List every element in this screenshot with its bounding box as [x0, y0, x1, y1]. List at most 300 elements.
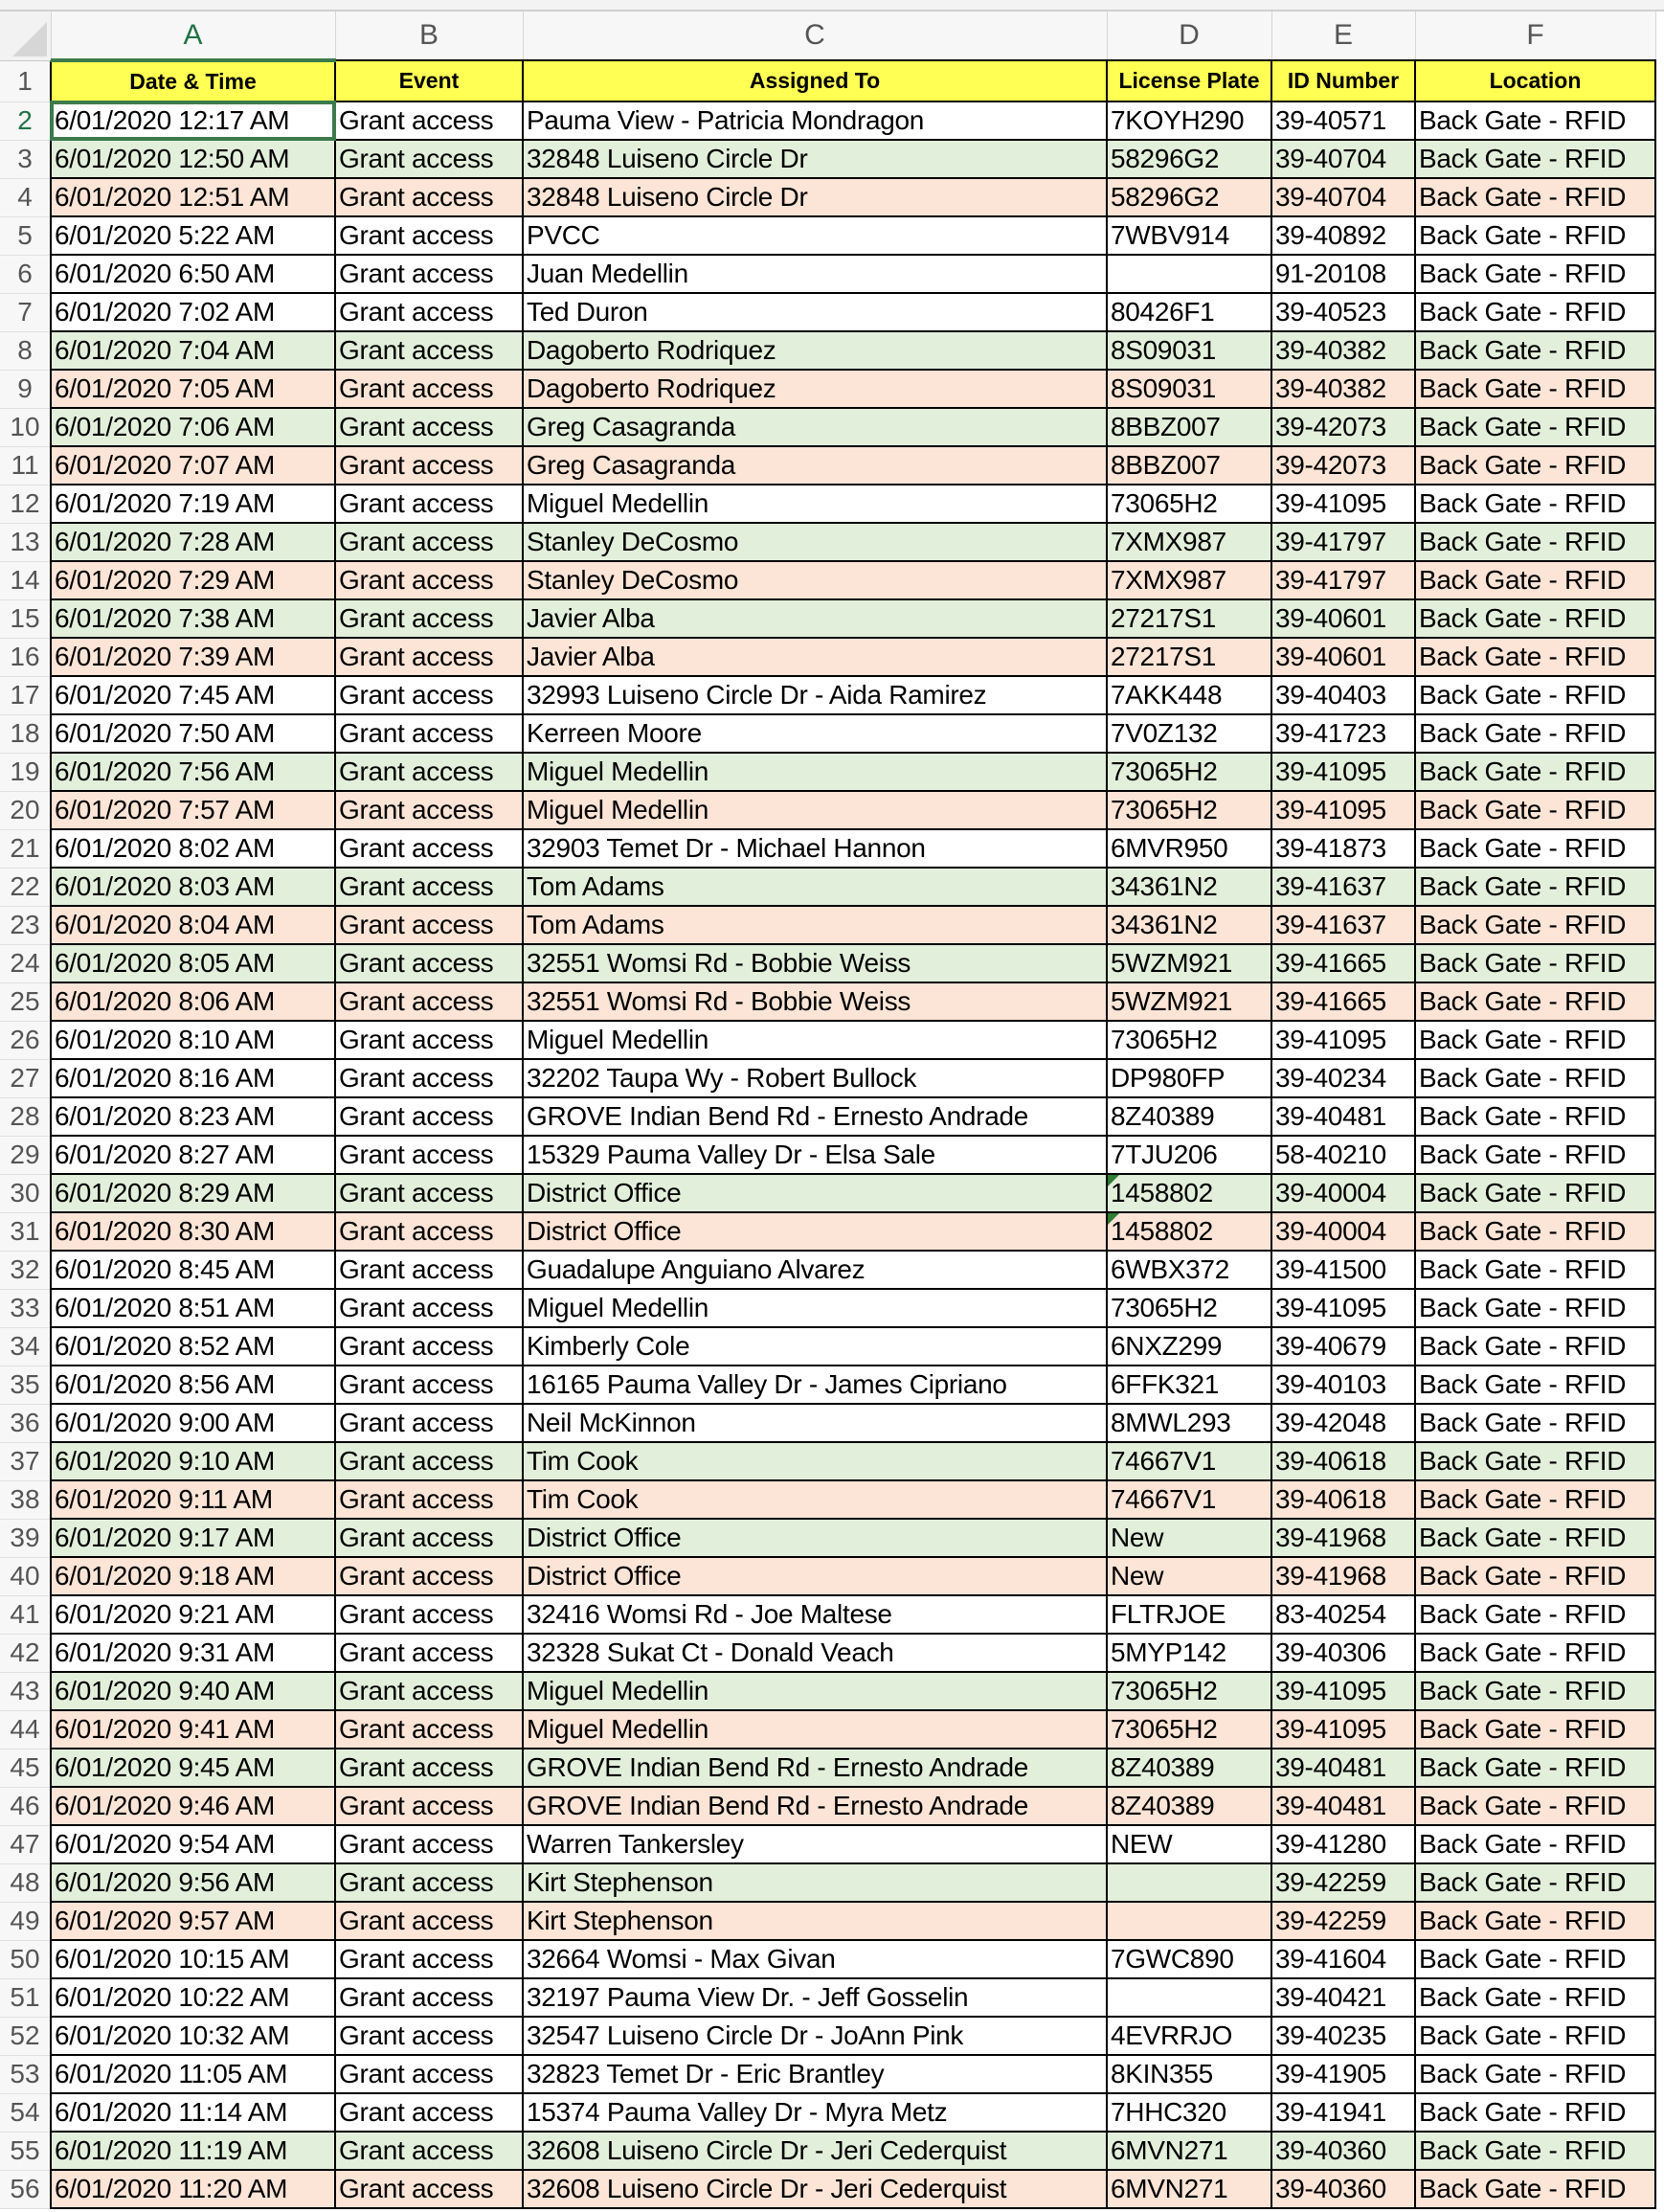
date-time-cell[interactable]: 6/01/2020 9:11 AM — [51, 1480, 335, 1519]
event-cell[interactable]: Grant access — [335, 868, 523, 906]
assigned-to-cell[interactable]: Miguel Medellin — [523, 1672, 1107, 1710]
event-cell[interactable]: Grant access — [335, 829, 523, 868]
assigned-to-cell[interactable]: Miguel Medellin — [523, 1289, 1107, 1327]
row-number[interactable]: 16 — [0, 638, 51, 676]
location-cell[interactable]: Back Gate - RFID — [1415, 1442, 1655, 1480]
row-number[interactable]: 24 — [0, 944, 51, 982]
location-cell[interactable]: Back Gate - RFID — [1415, 2017, 1655, 2055]
location-cell[interactable]: Back Gate - RFID — [1415, 1327, 1655, 1366]
assigned-to-cell[interactable]: 32608 Luiseno Circle Dr - Jeri Cederquist — [523, 2132, 1107, 2170]
event-cell[interactable]: Grant access — [335, 331, 523, 370]
id-number-cell[interactable]: 39-40679 — [1271, 1327, 1415, 1366]
id-number-cell[interactable]: 39-41095 — [1271, 791, 1415, 829]
license-plate-cell[interactable]: 73065H2 — [1107, 1289, 1271, 1327]
row-number[interactable]: 21 — [0, 829, 51, 868]
date-time-cell[interactable]: 6/01/2020 10:22 AM — [51, 1978, 335, 2017]
id-number-cell[interactable]: 58-40210 — [1271, 1136, 1415, 1174]
id-number-cell[interactable]: 39-40004 — [1271, 1212, 1415, 1251]
event-cell[interactable]: Grant access — [335, 1863, 523, 1902]
location-cell[interactable]: Back Gate - RFID — [1415, 1366, 1655, 1404]
event-cell[interactable]: Grant access — [335, 1787, 523, 1825]
license-plate-cell[interactable]: 6MVN271 — [1107, 2170, 1271, 2208]
license-plate-cell[interactable]: 27217S1 — [1107, 599, 1271, 638]
id-number-cell[interactable]: 39-40481 — [1271, 1787, 1415, 1825]
assigned-to-cell[interactable]: 32416 Womsi Rd - Joe Maltese — [523, 1595, 1107, 1634]
event-cell[interactable]: Grant access — [335, 140, 523, 178]
id-number-cell[interactable]: 39-41723 — [1271, 714, 1415, 753]
date-time-cell[interactable]: 6/01/2020 7:06 AM — [51, 408, 335, 446]
select-all-corner[interactable] — [0, 11, 51, 60]
location-cell[interactable]: Back Gate - RFID — [1415, 1749, 1655, 1787]
location-cell[interactable]: Back Gate - RFID — [1415, 1710, 1655, 1749]
row-number[interactable]: 10 — [0, 408, 51, 446]
row-number[interactable]: 23 — [0, 906, 51, 944]
location-cell[interactable]: Back Gate - RFID — [1415, 1519, 1655, 1557]
event-cell[interactable]: Grant access — [335, 216, 523, 255]
location-cell[interactable]: Back Gate - RFID — [1415, 753, 1655, 791]
id-number-cell[interactable]: 39-40618 — [1271, 1442, 1415, 1480]
location-cell[interactable]: Back Gate - RFID — [1415, 216, 1655, 255]
assigned-to-cell[interactable]: Neil McKinnon — [523, 1404, 1107, 1442]
id-number-cell[interactable]: 39-41905 — [1271, 2055, 1415, 2093]
row-number[interactable]: 11 — [0, 446, 51, 485]
location-cell[interactable]: Back Gate - RFID — [1415, 178, 1655, 216]
event-cell[interactable]: Grant access — [335, 791, 523, 829]
date-time-cell[interactable]: 6/01/2020 8:45 AM — [51, 1251, 335, 1289]
date-time-cell[interactable]: 6/01/2020 7:50 AM — [51, 714, 335, 753]
location-cell[interactable]: Back Gate - RFID — [1415, 829, 1655, 868]
location-cell[interactable]: Back Gate - RFID — [1415, 1902, 1655, 1940]
row-number[interactable]: 17 — [0, 676, 51, 714]
event-cell[interactable]: Grant access — [335, 1480, 523, 1519]
assigned-to-cell[interactable]: GROVE Indian Bend Rd - Ernesto Andrade — [523, 1097, 1107, 1136]
header-assigned-to[interactable]: Assigned To — [523, 60, 1107, 102]
location-cell[interactable]: Back Gate - RFID — [1415, 331, 1655, 370]
event-cell[interactable]: Grant access — [335, 1136, 523, 1174]
row-number[interactable]: 42 — [0, 1634, 51, 1672]
row-number[interactable]: 55 — [0, 2132, 51, 2170]
event-cell[interactable]: Grant access — [335, 1557, 523, 1595]
date-time-cell[interactable]: 6/01/2020 8:52 AM — [51, 1327, 335, 1366]
license-plate-cell[interactable]: 73065H2 — [1107, 791, 1271, 829]
location-cell[interactable]: Back Gate - RFID — [1415, 944, 1655, 982]
id-number-cell[interactable]: 39-41095 — [1271, 753, 1415, 791]
event-cell[interactable]: Grant access — [335, 2093, 523, 2132]
row-number[interactable]: 14 — [0, 561, 51, 599]
event-cell[interactable]: Grant access — [335, 1059, 523, 1097]
column-header-e[interactable]: E — [1271, 11, 1415, 60]
license-plate-cell[interactable]: 1458802 — [1107, 1174, 1271, 1212]
assigned-to-cell[interactable]: PVCC — [523, 216, 1107, 255]
event-cell[interactable]: Grant access — [335, 1404, 523, 1442]
id-number-cell[interactable]: 39-41095 — [1271, 1289, 1415, 1327]
row-number[interactable]: 47 — [0, 1825, 51, 1863]
date-time-cell[interactable]: 6/01/2020 8:05 AM — [51, 944, 335, 982]
date-time-cell[interactable]: 6/01/2020 8:02 AM — [51, 829, 335, 868]
license-plate-cell[interactable]: 73065H2 — [1107, 1021, 1271, 1059]
license-plate-cell[interactable]: 8S09031 — [1107, 331, 1271, 370]
id-number-cell[interactable]: 39-41637 — [1271, 906, 1415, 944]
event-cell[interactable]: Grant access — [335, 561, 523, 599]
id-number-cell[interactable]: 39-40306 — [1271, 1634, 1415, 1672]
assigned-to-cell[interactable]: District Office — [523, 1519, 1107, 1557]
id-number-cell[interactable]: 39-40382 — [1271, 370, 1415, 408]
event-cell[interactable]: Grant access — [335, 1825, 523, 1863]
event-cell[interactable]: Grant access — [335, 370, 523, 408]
event-cell[interactable]: Grant access — [335, 1634, 523, 1672]
location-cell[interactable]: Back Gate - RFID — [1415, 982, 1655, 1021]
license-plate-cell[interactable]: 5WZM921 — [1107, 982, 1271, 1021]
assigned-to-cell[interactable]: 15329 Pauma Valley Dr - Elsa Sale — [523, 1136, 1107, 1174]
row-number[interactable]: 26 — [0, 1021, 51, 1059]
location-cell[interactable]: Back Gate - RFID — [1415, 1404, 1655, 1442]
assigned-to-cell[interactable]: 15374 Pauma Valley Dr - Myra Metz — [523, 2093, 1107, 2132]
license-plate-cell[interactable]: 6MVN271 — [1107, 2132, 1271, 2170]
location-cell[interactable]: Back Gate - RFID — [1415, 1174, 1655, 1212]
assigned-to-cell[interactable]: Miguel Medellin — [523, 1710, 1107, 1749]
assigned-to-cell[interactable]: Miguel Medellin — [523, 791, 1107, 829]
id-number-cell[interactable]: 83-40254 — [1271, 1595, 1415, 1634]
row-number[interactable]: 5 — [0, 216, 51, 255]
date-time-cell[interactable]: 6/01/2020 7:56 AM — [51, 753, 335, 791]
location-cell[interactable]: Back Gate - RFID — [1415, 1021, 1655, 1059]
license-plate-cell[interactable]: 4EVRRJO — [1107, 2017, 1271, 2055]
id-number-cell[interactable]: 39-41797 — [1271, 523, 1415, 561]
id-number-cell[interactable]: 39-40382 — [1271, 331, 1415, 370]
date-time-cell[interactable]: 6/01/2020 8:04 AM — [51, 906, 335, 944]
date-time-cell[interactable]: 6/01/2020 7:02 AM — [51, 293, 335, 331]
date-time-cell[interactable]: 6/01/2020 8:27 AM — [51, 1136, 335, 1174]
row-number[interactable]: 54 — [0, 2093, 51, 2132]
assigned-to-cell[interactable]: 32551 Womsi Rd - Bobbie Weiss — [523, 944, 1107, 982]
location-cell[interactable]: Back Gate - RFID — [1415, 1557, 1655, 1595]
row-number[interactable]: 36 — [0, 1404, 51, 1442]
event-cell[interactable]: Grant access — [335, 2170, 523, 2208]
date-time-cell[interactable]: 6/01/2020 7:39 AM — [51, 638, 335, 676]
license-plate-cell[interactable]: 5WZM921 — [1107, 944, 1271, 982]
event-cell[interactable]: Grant access — [335, 753, 523, 791]
assigned-to-cell[interactable]: Ted Duron — [523, 293, 1107, 331]
assigned-to-cell[interactable]: 32608 Luiseno Circle Dr - Jeri Cederquist — [523, 2170, 1107, 2208]
date-time-cell[interactable]: 6/01/2020 9:41 AM — [51, 1710, 335, 1749]
assigned-to-cell[interactable]: Kirt Stephenson — [523, 1902, 1107, 1940]
assigned-to-cell[interactable]: Kirt Stephenson — [523, 1863, 1107, 1902]
event-cell[interactable]: Grant access — [335, 1519, 523, 1557]
license-plate-cell[interactable]: 6NXZ299 — [1107, 1327, 1271, 1366]
license-plate-cell[interactable] — [1107, 255, 1271, 293]
date-time-cell[interactable]: 6/01/2020 8:51 AM — [51, 1289, 335, 1327]
assigned-to-cell[interactable]: Guadalupe Anguiano Alvarez — [523, 1251, 1107, 1289]
license-plate-cell[interactable]: 7XMX987 — [1107, 523, 1271, 561]
row-number[interactable]: 30 — [0, 1174, 51, 1212]
row-number[interactable]: 48 — [0, 1863, 51, 1902]
event-cell[interactable]: Grant access — [335, 714, 523, 753]
license-plate-cell[interactable]: NEW — [1107, 1825, 1271, 1863]
location-cell[interactable]: Back Gate - RFID — [1415, 714, 1655, 753]
license-plate-cell[interactable] — [1107, 1863, 1271, 1902]
license-plate-cell[interactable]: 74667V1 — [1107, 1480, 1271, 1519]
assigned-to-cell[interactable]: Greg Casagranda — [523, 408, 1107, 446]
id-number-cell[interactable]: 39-40618 — [1271, 1480, 1415, 1519]
event-cell[interactable]: Grant access — [335, 293, 523, 331]
location-cell[interactable]: Back Gate - RFID — [1415, 293, 1655, 331]
assigned-to-cell[interactable]: Javier Alba — [523, 638, 1107, 676]
date-time-cell[interactable]: 6/01/2020 12:50 AM — [51, 140, 335, 178]
row-number[interactable]: 13 — [0, 523, 51, 561]
date-time-cell[interactable]: 6/01/2020 9:56 AM — [51, 1863, 335, 1902]
license-plate-cell[interactable]: New — [1107, 1557, 1271, 1595]
row-number[interactable]: 1 — [0, 60, 51, 102]
event-cell[interactable]: Grant access — [335, 1174, 523, 1212]
row-number[interactable]: 32 — [0, 1251, 51, 1289]
location-cell[interactable]: Back Gate - RFID — [1415, 1212, 1655, 1251]
license-plate-cell[interactable]: 7V0Z132 — [1107, 714, 1271, 753]
license-plate-cell[interactable]: 73065H2 — [1107, 753, 1271, 791]
location-cell[interactable]: Back Gate - RFID — [1415, 676, 1655, 714]
id-number-cell[interactable]: 39-42073 — [1271, 408, 1415, 446]
license-plate-cell[interactable]: 74667V1 — [1107, 1442, 1271, 1480]
event-cell[interactable]: Grant access — [335, 1710, 523, 1749]
date-time-cell[interactable]: 6/01/2020 9:57 AM — [51, 1902, 335, 1940]
event-cell[interactable]: Grant access — [335, 906, 523, 944]
date-time-cell[interactable]: 6/01/2020 12:17 AM — [51, 102, 335, 140]
event-cell[interactable]: Grant access — [335, 2017, 523, 2055]
license-plate-cell[interactable]: 7AKK448 — [1107, 676, 1271, 714]
location-cell[interactable]: Back Gate - RFID — [1415, 523, 1655, 561]
location-cell[interactable]: Back Gate - RFID — [1415, 446, 1655, 485]
license-plate-cell[interactable]: 7WBV914 — [1107, 216, 1271, 255]
assigned-to-cell[interactable]: Kerreen Moore — [523, 714, 1107, 753]
date-time-cell[interactable]: 6/01/2020 8:56 AM — [51, 1366, 335, 1404]
assigned-to-cell[interactable]: Pauma View - Patricia Mondragon — [523, 102, 1107, 140]
location-cell[interactable]: Back Gate - RFID — [1415, 1940, 1655, 1978]
date-time-cell[interactable]: 6/01/2020 7:19 AM — [51, 485, 335, 523]
date-time-cell[interactable]: 6/01/2020 7:45 AM — [51, 676, 335, 714]
location-cell[interactable]: Back Gate - RFID — [1415, 561, 1655, 599]
event-cell[interactable]: Grant access — [335, 1212, 523, 1251]
event-cell[interactable]: Grant access — [335, 676, 523, 714]
id-number-cell[interactable]: 39-40892 — [1271, 216, 1415, 255]
license-plate-cell[interactable]: 58296G2 — [1107, 178, 1271, 216]
date-time-cell[interactable]: 6/01/2020 11:05 AM — [51, 2055, 335, 2093]
location-cell[interactable]: Back Gate - RFID — [1415, 2093, 1655, 2132]
date-time-cell[interactable]: 6/01/2020 9:18 AM — [51, 1557, 335, 1595]
row-number[interactable]: 18 — [0, 714, 51, 753]
id-number-cell[interactable]: 39-41968 — [1271, 1557, 1415, 1595]
event-cell[interactable]: Grant access — [335, 255, 523, 293]
date-time-cell[interactable]: 6/01/2020 9:45 AM — [51, 1749, 335, 1787]
date-time-cell[interactable]: 6/01/2020 7:57 AM — [51, 791, 335, 829]
location-cell[interactable]: Back Gate - RFID — [1415, 1097, 1655, 1136]
row-number[interactable]: 6 — [0, 255, 51, 293]
license-plate-cell[interactable]: 80426F1 — [1107, 293, 1271, 331]
row-number[interactable]: 53 — [0, 2055, 51, 2093]
date-time-cell[interactable]: 6/01/2020 7:07 AM — [51, 446, 335, 485]
id-number-cell[interactable]: 39-40103 — [1271, 1366, 1415, 1404]
license-plate-cell[interactable]: 7HHC320 — [1107, 2093, 1271, 2132]
assigned-to-cell[interactable]: 32328 Sukat Ct - Donald Veach — [523, 1634, 1107, 1672]
assigned-to-cell[interactable]: District Office — [523, 1212, 1107, 1251]
date-time-cell[interactable]: 6/01/2020 8:30 AM — [51, 1212, 335, 1251]
id-number-cell[interactable]: 39-40360 — [1271, 2132, 1415, 2170]
row-number[interactable]: 51 — [0, 1978, 51, 2017]
license-plate-cell[interactable]: 73065H2 — [1107, 485, 1271, 523]
column-header-b[interactable]: B — [335, 11, 523, 60]
column-header-a[interactable]: A — [51, 11, 335, 60]
location-cell[interactable]: Back Gate - RFID — [1415, 1787, 1655, 1825]
assigned-to-cell[interactable]: 32903 Temet Dr - Michael Hannon — [523, 829, 1107, 868]
license-plate-cell[interactable]: 7GWC890 — [1107, 1940, 1271, 1978]
row-number[interactable]: 7 — [0, 293, 51, 331]
license-plate-cell[interactable]: 27217S1 — [1107, 638, 1271, 676]
assigned-to-cell[interactable]: Stanley DeCosmo — [523, 561, 1107, 599]
row-number[interactable]: 2 — [0, 102, 51, 140]
license-plate-cell[interactable]: 6WBX372 — [1107, 1251, 1271, 1289]
id-number-cell[interactable]: 39-41095 — [1271, 1710, 1415, 1749]
date-time-cell[interactable]: 6/01/2020 11:19 AM — [51, 2132, 335, 2170]
license-plate-cell[interactable]: 34361N2 — [1107, 906, 1271, 944]
date-time-cell[interactable]: 6/01/2020 8:10 AM — [51, 1021, 335, 1059]
location-cell[interactable]: Back Gate - RFID — [1415, 255, 1655, 293]
event-cell[interactable]: Grant access — [335, 523, 523, 561]
assigned-to-cell[interactable]: District Office — [523, 1557, 1107, 1595]
location-cell[interactable]: Back Gate - RFID — [1415, 868, 1655, 906]
row-number[interactable]: 50 — [0, 1940, 51, 1978]
assigned-to-cell[interactable]: Kimberly Cole — [523, 1327, 1107, 1366]
row-number[interactable]: 41 — [0, 1595, 51, 1634]
date-time-cell[interactable]: 6/01/2020 9:54 AM — [51, 1825, 335, 1863]
date-time-cell[interactable]: 6/01/2020 10:15 AM — [51, 1940, 335, 1978]
row-number[interactable]: 8 — [0, 331, 51, 370]
license-plate-cell[interactable]: 8KIN355 — [1107, 2055, 1271, 2093]
assigned-to-cell[interactable]: 32551 Womsi Rd - Bobbie Weiss — [523, 982, 1107, 1021]
row-number[interactable]: 43 — [0, 1672, 51, 1710]
assigned-to-cell[interactable]: Dagoberto Rodriquez — [523, 370, 1107, 408]
id-number-cell[interactable]: 39-41797 — [1271, 561, 1415, 599]
date-time-cell[interactable]: 6/01/2020 9:17 AM — [51, 1519, 335, 1557]
license-plate-cell[interactable]: New — [1107, 1519, 1271, 1557]
license-plate-cell[interactable]: 34361N2 — [1107, 868, 1271, 906]
header-event[interactable]: Event — [335, 60, 523, 102]
license-plate-cell[interactable]: 5MYP142 — [1107, 1634, 1271, 1672]
event-cell[interactable]: Grant access — [335, 1097, 523, 1136]
row-number[interactable]: 49 — [0, 1902, 51, 1940]
license-plate-cell[interactable]: 8Z40389 — [1107, 1749, 1271, 1787]
id-number-cell[interactable]: 39-40704 — [1271, 178, 1415, 216]
id-number-cell[interactable]: 39-41637 — [1271, 868, 1415, 906]
date-time-cell[interactable]: 6/01/2020 8:06 AM — [51, 982, 335, 1021]
date-time-cell[interactable]: 6/01/2020 6:50 AM — [51, 255, 335, 293]
id-number-cell[interactable]: 39-40601 — [1271, 599, 1415, 638]
event-cell[interactable]: Grant access — [335, 102, 523, 140]
id-number-cell[interactable]: 39-41968 — [1271, 1519, 1415, 1557]
event-cell[interactable]: Grant access — [335, 944, 523, 982]
license-plate-cell[interactable]: 6MVR950 — [1107, 829, 1271, 868]
location-cell[interactable]: Back Gate - RFID — [1415, 1289, 1655, 1327]
id-number-cell[interactable]: 39-41500 — [1271, 1251, 1415, 1289]
id-number-cell[interactable]: 39-42048 — [1271, 1404, 1415, 1442]
assigned-to-cell[interactable]: 16165 Pauma Valley Dr - James Cipriano — [523, 1366, 1107, 1404]
event-cell[interactable]: Grant access — [335, 1595, 523, 1634]
assigned-to-cell[interactable]: 32202 Taupa Wy - Robert Bullock — [523, 1059, 1107, 1097]
id-number-cell[interactable]: 39-41665 — [1271, 944, 1415, 982]
id-number-cell[interactable]: 39-41941 — [1271, 2093, 1415, 2132]
id-number-cell[interactable]: 39-40601 — [1271, 638, 1415, 676]
row-number[interactable]: 39 — [0, 1519, 51, 1557]
license-plate-cell[interactable] — [1107, 1902, 1271, 1940]
row-number[interactable]: 31 — [0, 1212, 51, 1251]
event-cell[interactable]: Grant access — [335, 1289, 523, 1327]
row-number[interactable]: 35 — [0, 1366, 51, 1404]
event-cell[interactable]: Grant access — [335, 178, 523, 216]
assigned-to-cell[interactable]: Javier Alba — [523, 599, 1107, 638]
location-cell[interactable]: Back Gate - RFID — [1415, 1251, 1655, 1289]
assigned-to-cell[interactable]: 32993 Luiseno Circle Dr - Aida Ramirez — [523, 676, 1107, 714]
assigned-to-cell[interactable]: 32823 Temet Dr - Eric Brantley — [523, 2055, 1107, 2093]
event-cell[interactable]: Grant access — [335, 446, 523, 485]
event-cell[interactable]: Grant access — [335, 1902, 523, 1940]
row-number[interactable]: 34 — [0, 1327, 51, 1366]
event-cell[interactable]: Grant access — [335, 408, 523, 446]
license-plate-cell[interactable] — [1107, 1978, 1271, 2017]
license-plate-cell[interactable]: 73065H2 — [1107, 1672, 1271, 1710]
assigned-to-cell[interactable]: Miguel Medellin — [523, 753, 1107, 791]
location-cell[interactable]: Back Gate - RFID — [1415, 1595, 1655, 1634]
event-cell[interactable]: Grant access — [335, 638, 523, 676]
assigned-to-cell[interactable]: Stanley DeCosmo — [523, 523, 1107, 561]
row-number[interactable]: 44 — [0, 1710, 51, 1749]
assigned-to-cell[interactable]: Tom Adams — [523, 868, 1107, 906]
id-number-cell[interactable]: 39-40421 — [1271, 1978, 1415, 2017]
assigned-to-cell[interactable]: 32848 Luiseno Circle Dr — [523, 140, 1107, 178]
location-cell[interactable]: Back Gate - RFID — [1415, 1136, 1655, 1174]
assigned-to-cell[interactable]: Juan Medellin — [523, 255, 1107, 293]
location-cell[interactable]: Back Gate - RFID — [1415, 1863, 1655, 1902]
id-number-cell[interactable]: 39-40704 — [1271, 140, 1415, 178]
id-number-cell[interactable]: 39-41095 — [1271, 1672, 1415, 1710]
date-time-cell[interactable]: 6/01/2020 11:14 AM — [51, 2093, 335, 2132]
license-plate-cell[interactable]: 7XMX987 — [1107, 561, 1271, 599]
license-plate-cell[interactable]: 8BBZ007 — [1107, 408, 1271, 446]
location-cell[interactable]: Back Gate - RFID — [1415, 2055, 1655, 2093]
assigned-to-cell[interactable]: Dagoberto Rodriquez — [523, 331, 1107, 370]
event-cell[interactable]: Grant access — [335, 2055, 523, 2093]
assigned-to-cell[interactable]: 32197 Pauma View Dr. - Jeff Gosselin — [523, 1978, 1107, 2017]
date-time-cell[interactable]: 6/01/2020 9:40 AM — [51, 1672, 335, 1710]
assigned-to-cell[interactable]: Tim Cook — [523, 1442, 1107, 1480]
row-number[interactable]: 37 — [0, 1442, 51, 1480]
event-cell[interactable]: Grant access — [335, 485, 523, 523]
id-number-cell[interactable]: 39-41873 — [1271, 829, 1415, 868]
assigned-to-cell[interactable]: 32664 Womsi - Max Givan — [523, 1940, 1107, 1978]
row-number[interactable]: 4 — [0, 178, 51, 216]
assigned-to-cell[interactable]: Miguel Medellin — [523, 1021, 1107, 1059]
column-header-d[interactable]: D — [1107, 11, 1271, 60]
id-number-cell[interactable]: 39-40481 — [1271, 1097, 1415, 1136]
assigned-to-cell[interactable]: GROVE Indian Bend Rd - Ernesto Andrade — [523, 1787, 1107, 1825]
assigned-to-cell[interactable]: District Office — [523, 1174, 1107, 1212]
location-cell[interactable]: Back Gate - RFID — [1415, 2132, 1655, 2170]
date-time-cell[interactable]: 6/01/2020 12:51 AM — [51, 178, 335, 216]
license-plate-cell[interactable]: 8S09031 — [1107, 370, 1271, 408]
id-number-cell[interactable]: 39-41665 — [1271, 982, 1415, 1021]
date-time-cell[interactable]: 6/01/2020 8:03 AM — [51, 868, 335, 906]
assigned-to-cell[interactable]: Warren Tankersley — [523, 1825, 1107, 1863]
header-license-plate[interactable]: License Plate — [1107, 60, 1271, 102]
assigned-to-cell[interactable]: 32848 Luiseno Circle Dr — [523, 178, 1107, 216]
location-cell[interactable]: Back Gate - RFID — [1415, 1480, 1655, 1519]
license-plate-cell[interactable]: FLTRJOE — [1107, 1595, 1271, 1634]
